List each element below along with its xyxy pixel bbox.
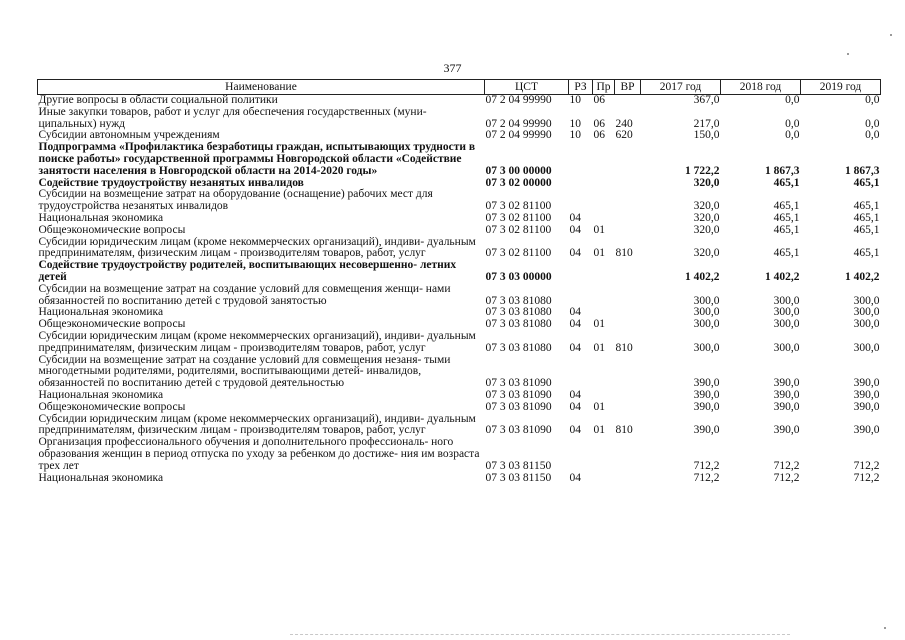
cell-cst: 07 3 03 81080 (485, 294, 552, 307)
cell-vr (615, 473, 641, 485)
cell-2018: 1 402,2 (765, 270, 800, 283)
cell-pr: 01 (593, 424, 605, 437)
cell-2018: 390,0 (773, 388, 800, 401)
cell-2017: 320,0 (693, 247, 720, 260)
cell-2019: 465,1 (853, 247, 880, 260)
cell-rz (569, 260, 593, 284)
table-row (38, 237, 881, 261)
header-row (38, 80, 881, 95)
cell-2017: 1 402,2 (685, 270, 720, 283)
cell-2019: 300,0 (853, 318, 880, 331)
header-cst: ЦСТ (485, 80, 569, 95)
cell-cst: 07 3 02 00000 (485, 176, 552, 189)
cell-vr: 810 (615, 247, 633, 260)
cell-vr: 240 (615, 117, 633, 130)
cell-rz: 04 (569, 341, 581, 354)
cell-name: Организация профессионального обучения и дополнительного профессиональ- ного образования женщин в период отпуска по уходу за ребенком до достиже- ния им возраста трех лет (38, 436, 480, 472)
cell-cst: 07 2 04 99990 (485, 117, 552, 130)
cell-vr (615, 355, 641, 390)
scan-speck (890, 34, 892, 36)
cell-cst: 07 3 03 81090 (485, 424, 552, 437)
cell-2019: 0,0 (865, 129, 880, 142)
cell-2017: 390,0 (693, 377, 720, 390)
cell-2017: 390,0 (693, 400, 720, 413)
cell-vr (615, 307, 641, 319)
cell-2018: 0,0 (785, 117, 800, 130)
cell-name: Иные закупки товаров, работ и услуг для обеспечения государственных (муни- ципальных) нужд (38, 105, 427, 130)
table-row (38, 213, 881, 225)
cell-2018: 300,0 (773, 318, 800, 331)
cell-2017: 712,2 (693, 471, 720, 484)
cell-cst: 07 3 02 81100 (485, 247, 552, 260)
cell-name: Общеэкономические вопросы (38, 318, 186, 331)
cell-2018: 0,0 (785, 94, 800, 106)
cell-name: Субсидии на возмещение затрат на создание условий для совмещения женщи- нами обязанностей по воспитанию детей с трудовой занятостью (38, 282, 451, 307)
table-body (38, 95, 881, 485)
cell-cst: 07 3 03 81090 (485, 400, 552, 413)
cell-vr (615, 178, 641, 190)
cell-2018: 465,1 (773, 247, 800, 260)
cell-pr (593, 142, 615, 177)
table-row (38, 107, 881, 131)
cell-pr: 06 (593, 129, 605, 142)
cell-cst: 07 3 03 00000 (485, 270, 552, 283)
cell-cst: 07 3 03 81150 (485, 471, 552, 484)
cell-vr (615, 284, 641, 308)
cell-rz: 04 (569, 388, 581, 401)
cell-2017: 300,0 (693, 341, 720, 354)
cell-2017: 712,2 (693, 459, 720, 472)
cell-2017: 300,0 (693, 294, 720, 307)
cell-vr (615, 225, 641, 237)
cell-rz (569, 178, 593, 190)
cell-2019: 390,0 (853, 388, 880, 401)
cell-vr (615, 189, 641, 213)
cell-rz (569, 142, 593, 177)
cell-2017: 390,0 (693, 388, 720, 401)
page-number: 377 (443, 61, 462, 75)
cell-vr: 810 (615, 341, 633, 354)
cell-vr (615, 437, 641, 472)
header-2019: 2019 год (801, 80, 881, 95)
cell-2017: 390,0 (693, 424, 720, 437)
cell-pr: 06 (593, 94, 605, 106)
cell-rz: 04 (569, 424, 581, 437)
cell-2019: 390,0 (853, 400, 880, 413)
cell-2018: 465,1 (773, 200, 800, 213)
cell-2018: 300,0 (773, 306, 800, 319)
cell-name: Подпрограмма «Профилактика безработицы граждан, испытывающих трудности в поиске работы» государственной программы Новгородской области «Содействие занятости населения в Новгородской области на 2014-2020 годы» (38, 141, 476, 177)
table-row (38, 402, 881, 414)
cell-name: Национальная экономика (38, 211, 164, 224)
cell-2019: 465,1 (853, 211, 880, 224)
cell-pr: 01 (593, 318, 605, 331)
table-row (38, 142, 881, 177)
cell-rz: 10 (569, 94, 581, 106)
cell-pr (593, 178, 615, 190)
cell-cst: 07 3 03 81090 (485, 377, 552, 390)
cell-cst: 07 3 03 81080 (485, 306, 552, 319)
cell-rz (569, 437, 593, 472)
cell-cst: 07 2 04 99990 (485, 94, 552, 106)
table-row (38, 331, 881, 355)
table-row (38, 414, 881, 438)
cell-name: Другие вопросы в области социальной политики (38, 94, 278, 106)
table-row (38, 284, 881, 308)
cell-2017: 150,0 (693, 129, 720, 142)
cell-2017: 367,0 (693, 94, 720, 106)
cell-2018: 0,0 (785, 129, 800, 142)
cell-pr: 01 (593, 247, 605, 260)
cell-rz: 04 (569, 211, 581, 224)
cell-cst: 07 3 03 81080 (485, 318, 552, 331)
cell-name: Субсидии автономным учреждениям (38, 129, 220, 142)
cell-rz: 10 (569, 117, 581, 130)
cell-cst: 07 3 03 81150 (485, 459, 552, 472)
scan-speck (884, 627, 886, 629)
cell-2019: 1 402,2 (845, 270, 880, 283)
cell-name: Субсидии юридическим лицам (кроме некоммерческих организаций), индиви- дуальным предпринимателям, физическим лицам - производителям товаров, работ, услуг (38, 329, 476, 354)
cell-2019: 712,2 (853, 459, 880, 472)
table-row (38, 95, 881, 107)
cell-2019: 0,0 (865, 94, 880, 106)
cell-2019: 712,2 (853, 471, 880, 484)
cell-2019: 465,1 (853, 176, 880, 189)
cell-name: Субсидии юридическим лицам (кроме некоммерческих организаций), индиви- дуальным предпринимателям, физическим лицам - производителям товаров, работ, услуг (38, 412, 476, 437)
cell-name: Субсидии на возмещение затрат на оборудование (оснащение) рабочих мест для трудоустройства незанятых инвалидов (38, 188, 433, 213)
cell-vr (615, 260, 641, 284)
cell-pr (593, 390, 615, 402)
cell-2018: 1 867,3 (765, 164, 800, 177)
cell-2018: 300,0 (773, 294, 800, 307)
cell-rz: 04 (569, 247, 581, 260)
cell-2019: 300,0 (853, 306, 880, 319)
cell-2018: 465,1 (773, 176, 800, 189)
cell-pr (593, 213, 615, 225)
cell-pr: 01 (593, 223, 605, 236)
cell-pr (593, 473, 615, 485)
cell-name: Содействие трудоустройству незанятых инвалидов (38, 176, 304, 189)
cell-vr: 620 (615, 129, 633, 142)
cell-2018: 712,2 (773, 459, 800, 472)
cell-vr (615, 213, 641, 225)
cell-rz: 10 (569, 129, 581, 142)
cell-name: Субсидии на возмещение затрат на создание условий для совмещения незаня- тыми многодетными родителями, родителями, воспитывающими детей- инвалидов, обязанностей по воспитанию детей с трудовой деятельностью (38, 353, 451, 390)
cell-cst: 07 3 02 81100 (485, 200, 552, 213)
cell-pr: 06 (593, 117, 605, 130)
cell-2019: 300,0 (853, 341, 880, 354)
cell-pr: 01 (593, 400, 605, 413)
cell-2018: 465,1 (773, 211, 800, 224)
cell-2017: 320,0 (693, 223, 720, 236)
cell-vr (615, 402, 641, 414)
cell-cst: 07 3 03 81090 (485, 388, 552, 401)
cell-rz: 04 (569, 223, 581, 236)
cell-2018: 390,0 (773, 424, 800, 437)
cell-pr (593, 355, 615, 390)
cell-2019: 390,0 (853, 377, 880, 390)
table-row (38, 355, 881, 390)
cell-2019: 1 867,3 (845, 164, 880, 177)
header-rz: РЗ (569, 80, 593, 95)
cell-cst: 07 3 02 81100 (485, 223, 552, 236)
header-name: Наименование (38, 80, 485, 95)
header-pr: Пр (593, 80, 615, 95)
cell-name: Национальная экономика (38, 388, 164, 401)
cell-pr (593, 284, 615, 308)
cell-2019: 465,1 (853, 200, 880, 213)
cell-name: Общеэкономические вопросы (38, 400, 186, 413)
cell-name: Субсидии юридическим лицам (кроме некоммерческих организаций), индиви- дуальным предпринимателям, физическим лицам - производителям товаров, работ, услуг (38, 235, 476, 260)
cell-2018: 390,0 (773, 400, 800, 413)
cell-2018: 712,2 (773, 471, 800, 484)
cell-rz: 04 (569, 400, 581, 413)
cell-pr (593, 189, 615, 213)
cell-pr (593, 260, 615, 284)
table-row (38, 225, 881, 237)
cell-rz (569, 355, 593, 390)
cell-pr: 01 (593, 341, 605, 354)
table-row (38, 473, 881, 485)
cell-rz (569, 189, 593, 213)
cell-name: Национальная экономика (38, 306, 164, 319)
cell-2018: 390,0 (773, 377, 800, 390)
cell-vr (615, 390, 641, 402)
cell-2017: 1 722,2 (685, 164, 720, 177)
header-vr: ВР (615, 80, 641, 95)
scan-artifact-line (290, 634, 790, 636)
cell-rz (569, 284, 593, 308)
cell-cst: 07 3 02 81100 (485, 211, 552, 224)
table-row (38, 260, 881, 284)
table-row (38, 437, 881, 472)
cell-cst: 07 3 03 81080 (485, 341, 552, 354)
header-2018: 2018 год (721, 80, 801, 95)
cell-pr (593, 437, 615, 472)
cell-2018: 465,1 (773, 223, 800, 236)
header-2017: 2017 год (641, 80, 721, 95)
cell-2019: 300,0 (853, 294, 880, 307)
cell-cst: 07 3 00 00000 (485, 164, 552, 177)
cell-rz: 04 (569, 471, 581, 484)
cell-2019: 0,0 (865, 117, 880, 130)
cell-name: Содействие трудоустройству родителей, воспитывающих несовершенно- летних детей (38, 259, 457, 283)
cell-vr (615, 319, 641, 331)
table-row (38, 189, 881, 213)
cell-vr (615, 95, 641, 107)
cell-vr (615, 142, 641, 177)
scan-speck (847, 53, 849, 55)
cell-rz: 04 (569, 318, 581, 331)
cell-name: Общеэкономические вопросы (38, 223, 186, 236)
cell-name: Национальная экономика (38, 471, 164, 484)
cell-2017: 320,0 (693, 176, 720, 189)
cell-rz: 04 (569, 306, 581, 319)
cell-2017: 217,0 (693, 117, 720, 130)
cell-2019: 390,0 (853, 424, 880, 437)
cell-2017: 320,0 (693, 200, 720, 213)
budget-table (37, 79, 881, 484)
table-row (38, 390, 881, 402)
cell-vr: 810 (615, 424, 633, 437)
cell-2017: 300,0 (693, 306, 720, 319)
cell-cst: 07 2 04 99990 (485, 129, 552, 142)
cell-2017: 300,0 (693, 318, 720, 331)
cell-2018: 300,0 (773, 341, 800, 354)
cell-2017: 320,0 (693, 211, 720, 224)
cell-2019: 465,1 (853, 223, 880, 236)
